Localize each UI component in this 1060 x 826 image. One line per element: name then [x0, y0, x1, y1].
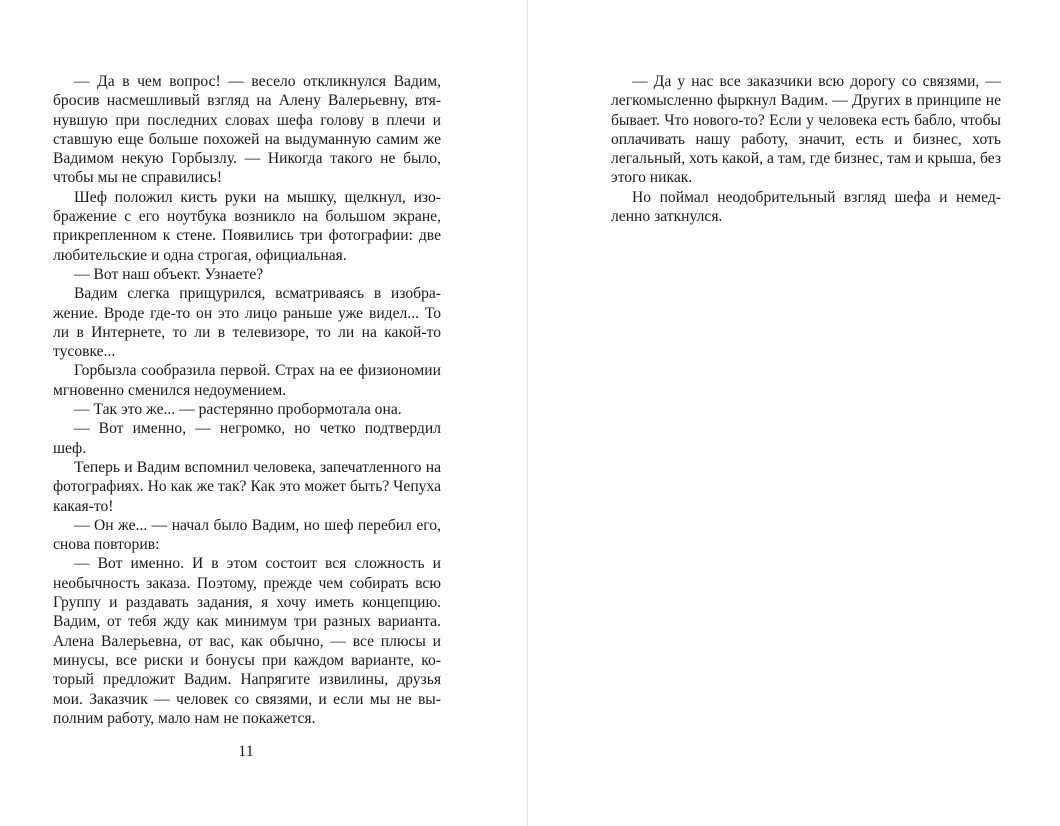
- page-gutter: [527, 0, 528, 826]
- paragraph: Но поймал неодобрительный взгляд шефа и немедленно заткнулся.: [611, 188, 1001, 226]
- paragraph: — Вот именно, — негромко, но четко подтвердил шеф.: [53, 420, 441, 457]
- paragraph: — Да в чем вопрос! — весело откликнулся Вадим, бросив насмешливый взгляд на Алену Валерьевну, втянувшую при последних словах шефа голову в плечи и ставшую еще больше похожей на выдуманную самим же Вадимом некую Горбызлу. — Никогда такого не было, чтобы мы не справились!: [53, 73, 441, 187]
- paragraph: Вадим слегка прищурился, всматриваясь в изображение. Вроде где-то он это лицо раньше уже видел... То ли в Интернете, то ли в телевизоре, то ли на какой-то тусовке...: [53, 285, 441, 361]
- paragraph: Шеф положил кисть руки на мышку, щелкнул, изображение с его ноутбука возникло на большом экране, прикрепленном к стене. Появились три фотографии: две любительские и одна строгая, официальная.: [53, 188, 441, 264]
- page-number: 11: [238, 743, 254, 760]
- right-page-text: [611, 72, 1001, 226]
- paragraph: — Так это же... — растерянно пробормотала она.: [74, 401, 402, 419]
- paragraph: — Вот наш объект. Узнаете?: [74, 265, 264, 283]
- paragraph: Теперь и Вадим вспомнил человека, запечатленного на фотографиях. Но как же так? Как это может быть? Чепуха какая-то!: [53, 458, 441, 515]
- left-page-text: [53, 72, 441, 728]
- paragraph: — Вот именно. И в этом состоит вся сложность и необычность заказа. Поэтому, прежде чем собирать всю Группу и раздавать задания, я хочу иметь концепцию. Вадим, от тебя жду как минимум три разных варианта. Алена Валерьевна, от вас, как обычно, — все плюсы и минусы, все риски и бонусы при каждом варианте, который предложит Вадим. Напрягите извилины, друзья мои. Заказчик — человек со связями, и если мы не выполним работу, мало нам не покажется.: [53, 555, 441, 727]
- paragraph: — Он же... — начал было Вадим, но шеф перебил его, снова повторив:: [53, 516, 441, 554]
- paragraph: Горбызла сообразила первой. Страх на ее физиономии мгновенно сменился недоумением.: [53, 362, 441, 399]
- paragraph: — Да у нас все заказчики всю дорогу со связями, — легкомысленно фыркнул Вадим. — Других в принципе не бывает. Что нового-то? Если у человека есть бабло, чтобы оплачивать нашу работу, значит, есть и бизнес, хоть легальный, хоть какой, а там, где бизнес, там и крыша, без этого никак.: [611, 73, 1001, 187]
